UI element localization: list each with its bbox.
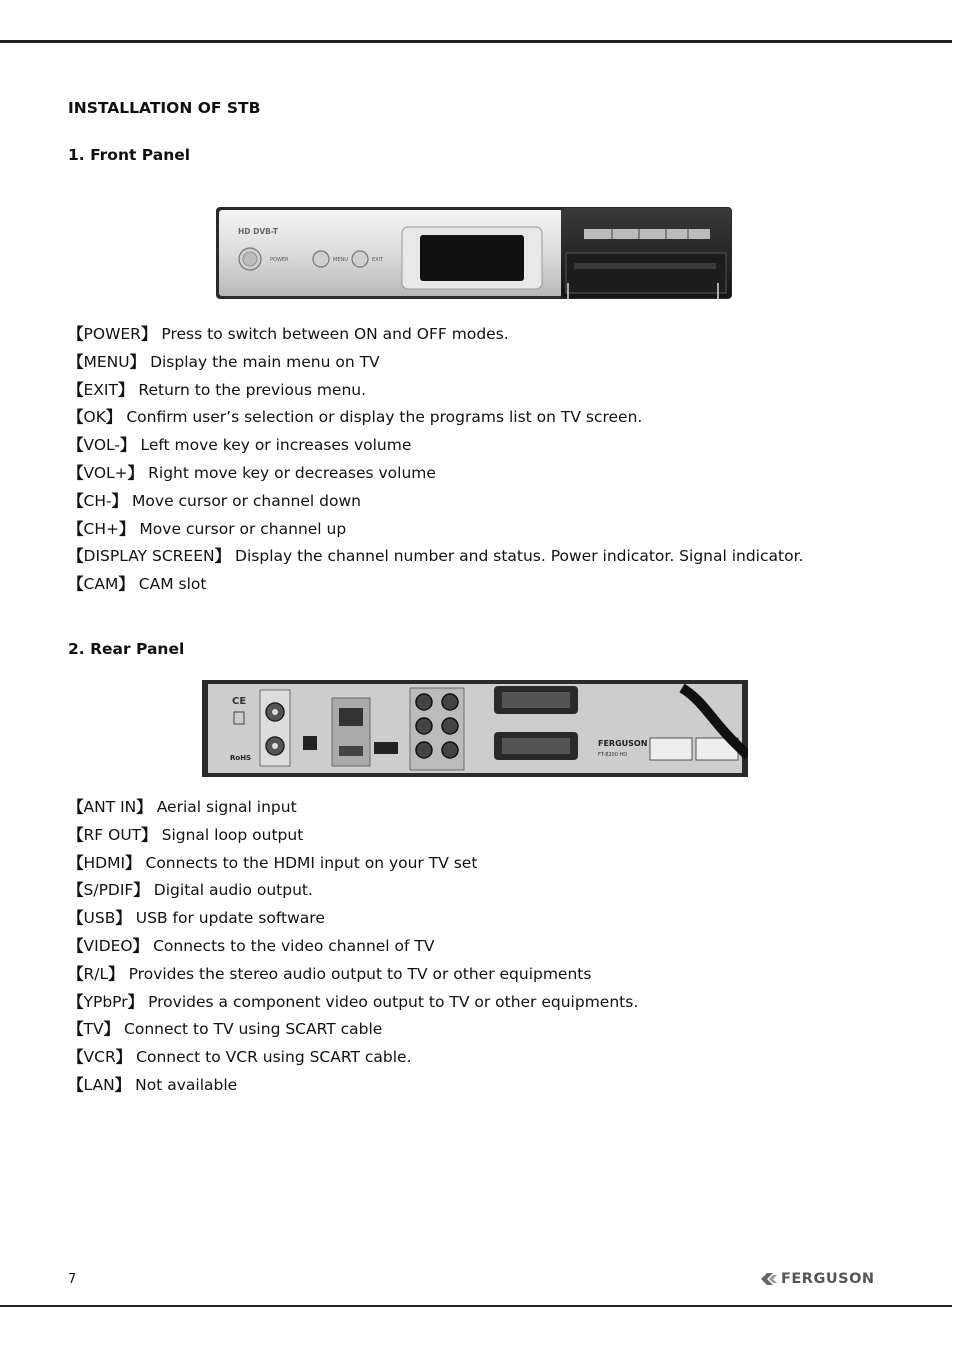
list-item: 【MENU】 Display the main menu on TV [68,352,380,371]
list-item: 【VOL-】 Left move key or increases volume [68,436,412,455]
menu-label: MENU [333,257,348,263]
list-item: 【CH-】 Move cursor or channel down [68,491,361,510]
front-panel-image [216,205,734,303]
list-item: 【S/PDIF】 Digital audio output. [68,881,313,900]
rear-panel-heading: 2. Rear Panel [68,640,185,658]
list-item: 【R/L】 Provides the stereo audio output to TV or other equipments [68,964,592,983]
logo-text: FERGUSON [781,1271,875,1287]
list-item: 【CAM】 CAM slot [68,575,207,594]
footer-logo [760,1271,875,1287]
list-item: 【LAN】 Not available [68,1075,238,1094]
front-panel-list [68,321,803,599]
list-item: 【EXIT】 Return to the previous menu. [68,380,367,399]
ferguson-logo-icon [760,1272,778,1286]
list-item: 【POWER】 Press to switch between ON and OFF modes. [68,325,509,343]
rear-panel-list [68,794,638,1100]
list-item: 【CH+】 Move cursor or channel up [68,519,347,538]
bottom-rule [0,1305,952,1307]
rear-model-label: FT-8200 HD [598,752,628,758]
list-item: 【TV】 Connect to TV using SCART cable [68,1020,383,1039]
page-number: 7 [68,1272,77,1287]
list-item: 【OK】 Confirm user’s selection or display the programs list on TV screen. [68,408,643,427]
power-label: POWER [270,257,289,263]
list-item: 【VCR】 Connect to VCR using SCART cable. [68,1048,412,1067]
rear-brand-label: FERGUSON [598,739,648,748]
rohs-label: RoHS [230,754,252,762]
front-panel-heading: 1. Front Panel [68,146,191,164]
list-item: 【RF OUT】 Signal loop output [68,825,304,844]
list-item: 【ANT IN】 Aerial signal input [68,798,297,816]
list-item: 【USB】 USB for update software [68,909,325,928]
list-item: 【VIDEO】 Connects to the video channel of TV [68,936,435,955]
list-item: 【YPbPr】 Provides a component video output to TV or other equipments. [68,992,639,1011]
model-label: HD DVB-T [238,227,278,236]
list-item: 【VOL+】 Right move key or decreases volume [68,463,436,482]
exit-label: EXIT [372,257,384,263]
list-item: 【HDMI】 Connects to the HDMI input on your TV set [68,853,478,872]
page-title: INSTALLATION OF STB [68,99,261,117]
top-rule [0,40,952,43]
svg-text:CE: CE [232,696,247,707]
rear-panel-image [202,680,748,778]
list-item: 【DISPLAY SCREEN】 Display the channel number and status. Power indicator. Signal indicator. [68,547,804,566]
